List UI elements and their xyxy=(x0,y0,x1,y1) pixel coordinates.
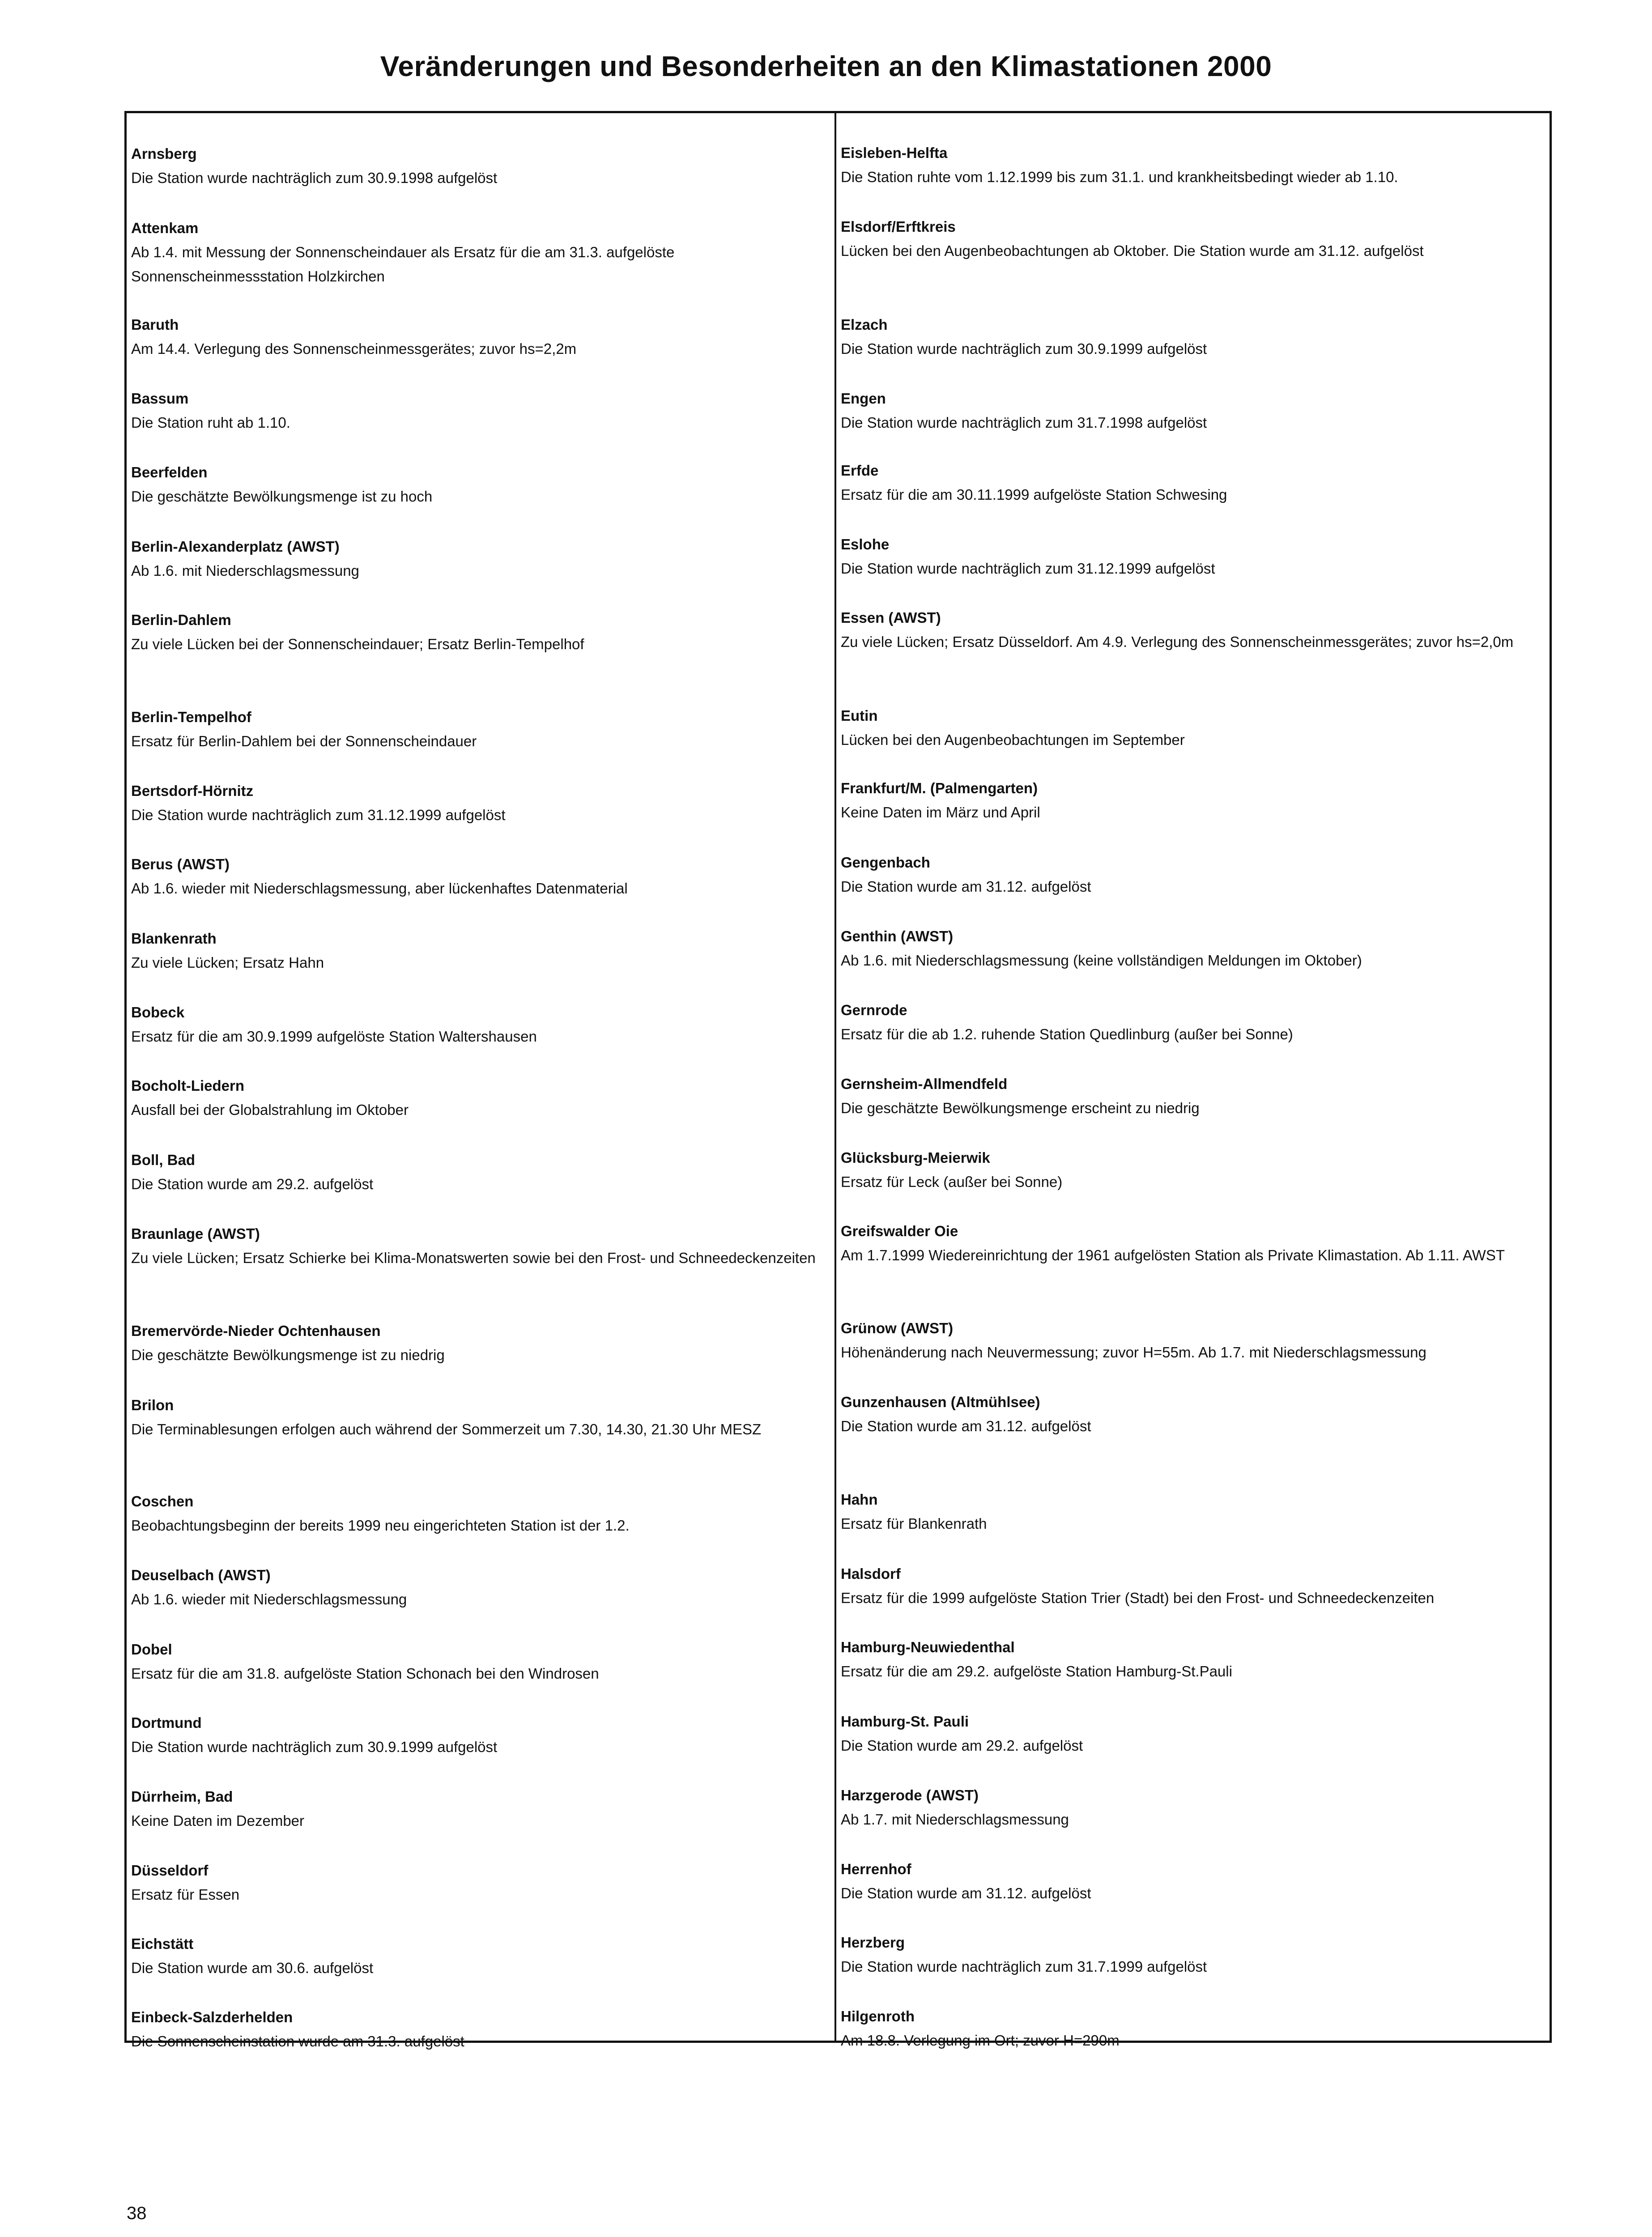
station-name: Baruth xyxy=(131,316,179,333)
station-note: Die Station wurde nachträglich zum 31.12.1999 aufgelöst xyxy=(131,807,506,823)
station-entry xyxy=(841,998,1543,1046)
station-entry xyxy=(131,1319,828,1367)
station-note: Ab 1.4. mit Messung der Sonnenscheindauer als Ersatz für die am 31.3. aufgelöste Sonnenscheinmessstation Holzkirchen xyxy=(131,244,675,285)
station-note: Die Station wurde nachträglich zum 31.7.1999 aufgelöst xyxy=(841,1958,1207,1975)
station-note: Zu viele Lücken; Ersatz Düsseldorf. Am 4.9. Verlegung des Sonnenscheinmessgerätes; zuvor hs=2,0m xyxy=(841,634,1514,650)
station-entry xyxy=(131,460,828,509)
station-note: Die Terminablesungen erfolgen auch während der Sommerzeit um 7.30, 14.30, 21.30 Uhr MESZ xyxy=(131,1421,762,1437)
station-entry xyxy=(841,1931,1543,1979)
station-entry xyxy=(131,779,828,827)
station-name: Hamburg-Neuwiedenthal xyxy=(841,1639,1015,1655)
station-name: Deuselbach (AWST) xyxy=(131,1567,271,1583)
station-note: Die geschätzte Bewölkungsmenge ist zu hoch xyxy=(131,488,433,505)
station-entry xyxy=(131,216,828,289)
station-note: Lücken bei den Augenbeobachtungen im September xyxy=(841,731,1185,748)
station-note: Ausfall bei der Globalstrahlung im Oktober xyxy=(131,1101,409,1118)
station-note: Ab 1.6. wieder mit Niederschlagsmessung, aber lückenhaftes Datenmaterial xyxy=(131,880,628,897)
station-name: Düsseldorf xyxy=(131,1862,209,1879)
station-entry xyxy=(841,313,1543,361)
station-name: Bassum xyxy=(131,390,189,407)
station-entry xyxy=(131,1932,828,1980)
station-entry xyxy=(841,776,1543,825)
station-note: Ersatz für Berlin-Dahlem bei der Sonnenscheindauer xyxy=(131,733,477,749)
station-name: Berlin-Tempelhof xyxy=(131,709,251,725)
station-note: Ab 1.7. mit Niederschlagsmessung xyxy=(841,1811,1069,1828)
station-entry xyxy=(131,1000,828,1049)
station-name: Bertsdorf-Hörnitz xyxy=(131,783,254,799)
station-note: Zu viele Lücken; Ersatz Hahn xyxy=(131,954,324,971)
station-name: Dürrheim, Bad xyxy=(131,1788,233,1805)
station-note: Die geschätzte Bewölkungsmenge erscheint zu niedrig xyxy=(841,1100,1200,1116)
station-name: Attenkam xyxy=(131,220,199,236)
page-title: Veränderungen und Besonderheiten an den Klimastationen 2000 xyxy=(380,50,1272,82)
station-entry xyxy=(841,851,1543,899)
station-name: Dortmund xyxy=(131,1714,202,1731)
station-entry xyxy=(841,606,1543,654)
station-name: Herrenhof xyxy=(841,1861,911,1877)
station-note: Beobachtungsbeginn der bereits 1999 neu eingerichteten Station ist der 1.2. xyxy=(131,1517,630,1534)
station-note: Lücken bei den Augenbeobachtungen ab Oktober. Die Station wurde am 31.12. aufgelöst xyxy=(841,242,1424,259)
station-name: Hilgenroth xyxy=(841,2008,915,2024)
station-note: Die Station wurde nachträglich zum 30.9.1999 aufgelöst xyxy=(841,340,1207,357)
station-name: Elsdorf/Erftkreis xyxy=(841,218,956,235)
station-entry xyxy=(841,704,1543,752)
station-note: Am 14.4. Verlegung des Sonnenscheinmessgerätes; zuvor hs=2,2m xyxy=(131,340,577,357)
station-note: Die Station ruht ab 1.10. xyxy=(131,414,290,431)
station-name: Dobel xyxy=(131,1641,172,1658)
station-name: Arnsberg xyxy=(131,145,197,162)
station-name: Hahn xyxy=(841,1491,878,1508)
station-entry xyxy=(131,1148,828,1196)
station-note: Die Station wurde nachträglich zum 30.9.1999 aufgelöst xyxy=(131,1739,498,1755)
station-note: Keine Daten im März und April xyxy=(841,804,1040,821)
station-entry xyxy=(131,1489,828,1538)
station-name: Elzach xyxy=(841,316,888,333)
station-entry xyxy=(131,2005,828,2054)
station-entry xyxy=(131,1074,828,1122)
station-entry xyxy=(841,1857,1543,1905)
station-entry xyxy=(131,313,828,361)
station-note: Die Station wurde am 29.2. aufgelöst xyxy=(131,1176,374,1192)
station-note: Am 1.7.1999 Wiedereinrichtung der 1961 aufgelösten Station als Private Klimastation. Ab 1.11. AWST xyxy=(841,1247,1505,1263)
station-entry xyxy=(841,1390,1543,1438)
station-note: Ersatz für Essen xyxy=(131,1886,240,1903)
station-name: Engen xyxy=(841,390,886,407)
station-name: Greifswalder Oie xyxy=(841,1223,958,1239)
station-name: Bremervörde-Nieder Ochtenhausen xyxy=(131,1323,381,1339)
station-name: Bobeck xyxy=(131,1004,185,1021)
station-entry xyxy=(131,142,828,190)
station-entry xyxy=(131,1785,828,1833)
station-note: Zu viele Lücken; Ersatz Schierke bei Klima-Monatswerten sowie bei den Frost- und Schneedeckenzeiten xyxy=(131,1250,816,1266)
station-entry xyxy=(131,1393,828,1442)
station-note: Ersatz für Blankenrath xyxy=(841,1515,987,1532)
station-note: Die geschätzte Bewölkungsmenge ist zu niedrig xyxy=(131,1347,445,1363)
station-name: Harzgerode (AWST) xyxy=(841,1787,979,1803)
station-name: Frankfurt/M. (Palmengarten) xyxy=(841,780,1038,796)
station-entry xyxy=(841,924,1543,973)
station-name: Brilon xyxy=(131,1397,174,1413)
station-note: Die Sonnenscheinstation wurde am 31.3. aufgelöst xyxy=(131,2033,464,2050)
station-note: Die Station wurde am 31.12. aufgelöst xyxy=(841,1885,1091,1901)
station-name: Glücksburg-Meierwik xyxy=(841,1149,990,1166)
station-name: Gernsheim-Allmendfeld xyxy=(841,1076,1008,1092)
station-name: Berlin-Alexanderplatz (AWST) xyxy=(131,538,340,555)
station-name: Berlin-Dahlem xyxy=(131,612,231,628)
station-entry xyxy=(841,1219,1543,1267)
station-entry xyxy=(841,1635,1543,1684)
station-note: Die Station wurde am 29.2. aufgelöst xyxy=(841,1737,1083,1754)
station-name: Blankenrath xyxy=(131,930,217,947)
station-entry xyxy=(841,387,1543,435)
station-note: Am 18.8. Verlegung im Ort; zuvor H=290m xyxy=(841,2032,1120,2049)
station-name: Eisleben-Helfta xyxy=(841,145,948,161)
station-entry xyxy=(131,1222,828,1270)
station-entry xyxy=(841,1562,1543,1610)
station-name: Eichstätt xyxy=(131,1935,194,1952)
station-entry xyxy=(131,535,828,583)
station-name: Eutin xyxy=(841,707,878,724)
station-note: Die Station wurde nachträglich zum 31.7.1998 aufgelöst xyxy=(841,414,1207,431)
station-note: Die Station wurde am 31.12. aufgelöst xyxy=(841,1418,1091,1434)
station-name: Gernrode xyxy=(841,1002,907,1018)
station-entry xyxy=(841,1710,1543,1758)
station-note: Ab 1.6. wieder mit Niederschlagsmessung xyxy=(131,1591,407,1608)
station-entry xyxy=(841,141,1543,189)
station-note: Die Station wurde am 31.12. aufgelöst xyxy=(841,878,1091,895)
page-number: 38 xyxy=(127,2203,147,2223)
station-entry xyxy=(131,387,828,435)
station-entry xyxy=(841,1072,1543,1120)
station-name: Essen (AWST) xyxy=(841,609,941,626)
station-entry xyxy=(131,1858,828,1907)
station-note: Ersatz für die ab 1.2. ruhende Station Quedlinburg (außer bei Sonne) xyxy=(841,1026,1293,1042)
station-name: Genthin (AWST) xyxy=(841,928,954,944)
station-note: Die Station ruhte vom 1.12.1999 bis zum 31.1. und krankheitsbedingt wieder ab 1.10. xyxy=(841,169,1398,185)
station-note: Die Station wurde am 30.6. aufgelöst xyxy=(131,1960,374,1976)
station-entry xyxy=(841,215,1543,263)
station-entry xyxy=(841,1316,1543,1365)
station-name: Grünow (AWST) xyxy=(841,1320,954,1336)
right-column xyxy=(836,113,1550,2049)
station-name: Coschen xyxy=(131,1493,194,1510)
station-entry xyxy=(841,1488,1543,1536)
station-name: Braunlage (AWST) xyxy=(131,1225,260,1242)
station-note: Ab 1.6. mit Niederschlagsmessung xyxy=(131,562,359,579)
station-name: Erfde xyxy=(841,462,879,479)
station-entry xyxy=(131,1637,828,1686)
station-note: Keine Daten im Dezember xyxy=(131,1812,305,1829)
station-note: Ersatz für die am 31.8. aufgelöste Station Schonach bei den Windrosen xyxy=(131,1665,599,1682)
station-entry xyxy=(841,2004,1543,2053)
station-note: Die Station wurde nachträglich zum 31.12.1999 aufgelöst xyxy=(841,560,1215,577)
station-entry xyxy=(841,459,1543,507)
station-name: Halsdorf xyxy=(841,1565,901,1582)
station-name: Berus (AWST) xyxy=(131,856,230,872)
station-name: Gengenbach xyxy=(841,854,930,871)
station-name: Eslohe xyxy=(841,536,890,553)
station-name: Bocholt-Liedern xyxy=(131,1077,244,1094)
station-entry xyxy=(131,705,828,753)
station-name: Beerfelden xyxy=(131,464,208,481)
station-name: Herzberg xyxy=(841,1934,905,1951)
station-entry xyxy=(841,1783,1543,1832)
station-note: Ersatz für die 1999 aufgelöste Station Trier (Stadt) bei den Frost- und Schneedeckenzeiten xyxy=(841,1590,1435,1606)
station-name: Gunzenhausen (Altmühlsee) xyxy=(841,1394,1040,1410)
station-note: Ersatz für die am 30.11.1999 aufgelöste Station Schwesing xyxy=(841,486,1227,503)
station-entry xyxy=(131,608,828,656)
station-name: Einbeck-Salzderhelden xyxy=(131,2009,293,2025)
station-entry xyxy=(841,1146,1543,1194)
station-note: Zu viele Lücken bei der Sonnenscheindauer; Ersatz Berlin-Tempelhof xyxy=(131,636,584,652)
station-name: Boll, Bad xyxy=(131,1152,196,1168)
station-entry xyxy=(131,1711,828,1759)
station-note: Ersatz für Leck (außer bei Sonne) xyxy=(841,1174,1063,1190)
station-note: Ersatz für die am 30.9.1999 aufgelöste Station Waltershausen xyxy=(131,1028,537,1045)
station-entry xyxy=(131,1563,828,1612)
station-changes-table xyxy=(124,111,1552,2050)
station-note: Höhenänderung nach Neuvermessung; zuvor H=55m. Ab 1.7. mit Niederschlagsmessung xyxy=(841,1344,1426,1361)
station-entry xyxy=(131,927,828,975)
station-name: Hamburg-St. Pauli xyxy=(841,1713,969,1730)
station-entry xyxy=(131,852,828,901)
station-note: Ab 1.6. mit Niederschlagsmessung (keine vollständigen Meldungen im Oktober) xyxy=(841,952,1362,969)
station-entry xyxy=(841,532,1543,581)
station-note: Die Station wurde nachträglich zum 30.9.1998 aufgelöst xyxy=(131,170,498,186)
station-note: Ersatz für die am 29.2. aufgelöste Station Hamburg-St.Pauli xyxy=(841,1663,1232,1680)
left-column xyxy=(127,113,836,2050)
